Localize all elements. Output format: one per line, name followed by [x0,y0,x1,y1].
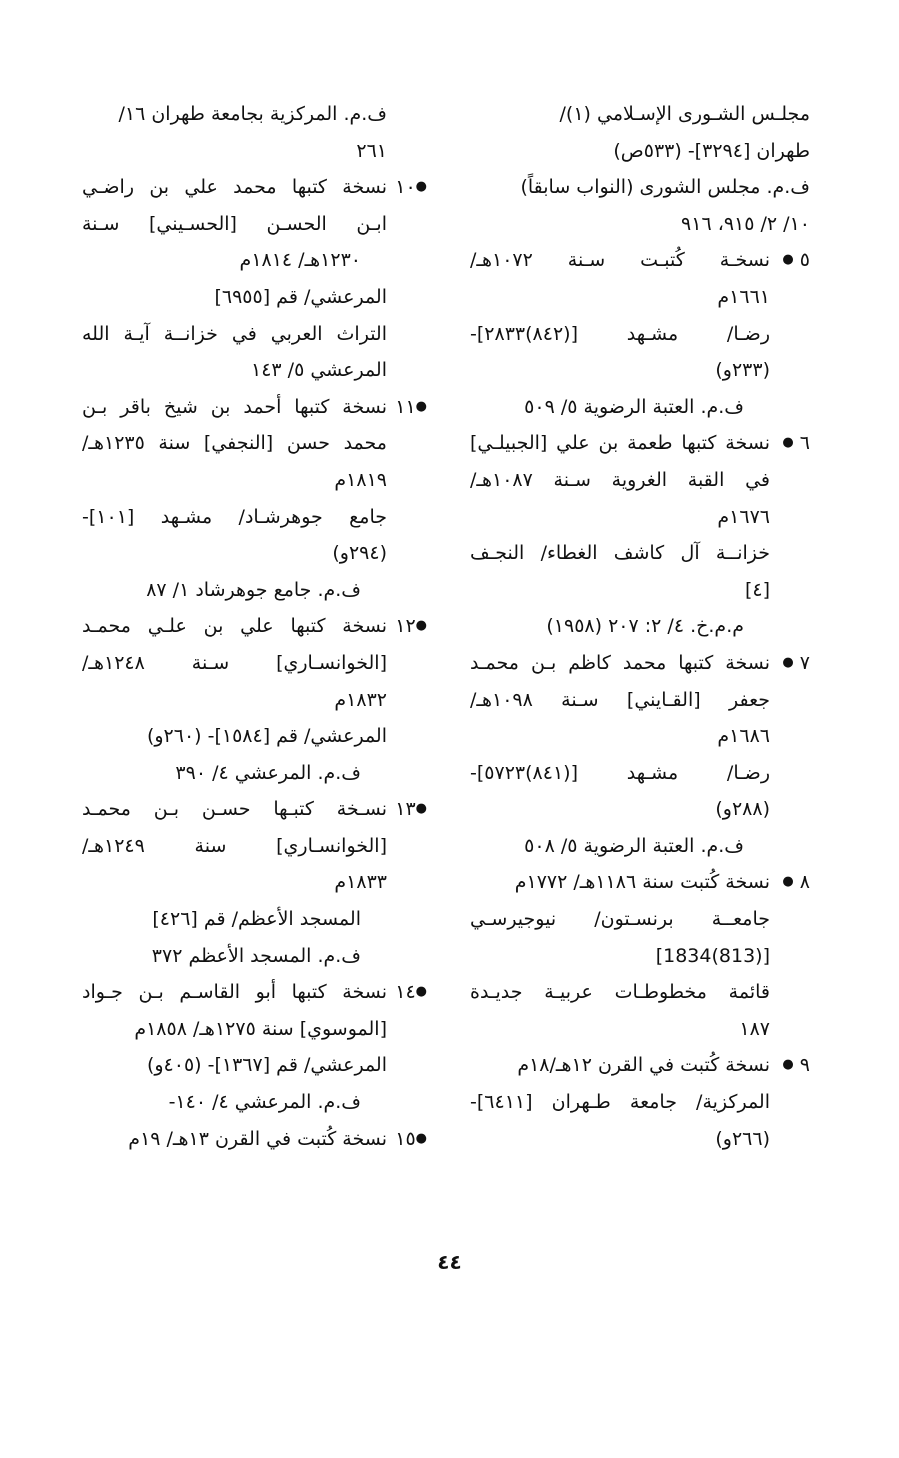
entry-reference: قائمة مخطوطـات عربيـة جديـدة [470,981,770,1004]
entry-line: ١٠/ ٢/ ٩١٥، ٩١٦ [681,212,810,235]
entry-location: المرعشي/ قم [١٥٨٤]- (٢٦٠و) [146,725,387,748]
entry-marker [770,242,810,279]
entry-location: [(813)1834] [655,944,770,967]
entry-marker [770,645,810,682]
entry-reference: ف.م. المرعشي ٤/ ٣٩٠ [175,761,361,784]
entry-line: مجلـس الشـورى الإسـلامي (١)/ [559,103,810,125]
entry-location: جامع جوهرشـاد/ مشـهد [١٠١]- [82,505,387,528]
entry-location: المسجد الأعظم/ قم [٤٢٦] [152,908,361,931]
continued-entry [470,96,810,242]
entry-line: جعفر [القـايني] سـنة ١٠٩٨هـ/ [470,688,770,711]
bullet-icon: ● [415,984,427,1000]
entry-line: ١٨٣٣م [334,871,387,894]
entry-line: نسخة كتبها علي بن علـي محمـد [82,615,387,638]
entry-line: نسـخة كتبـها حسـن بـن محمـد [82,798,387,821]
entry-line: نسخـة كُتبـت سـنة ١٠٧٢هـ/ [470,249,770,272]
entry-number: ٨ [799,871,810,894]
entry-line: [الخوانسـاري] سنة ١٢٤٩هـ/ [82,834,387,857]
entry-reference: ١٨٧ [739,1017,770,1040]
entry-line: نسخة كُتبت سنة ١١٨٦هـ/ ١٧٧٢م [514,871,770,894]
entry-number: ١٥ [395,1127,416,1150]
entry-reference: ف.م. جامع جوهرشاد ١/ ٨٧ [146,578,361,601]
entry-location: (٢٣٣و) [715,359,770,382]
entry-location: المرعشي/ قم [١٣٦٧]- (٤٠٥و) [146,1054,387,1077]
manuscript-entry [470,242,810,425]
entry-reference: ف.م. المسجد الأعظم ٣٧٢ [151,944,361,967]
entry-reference: ف.م. العتبة الرضوية ٥/ ٥٠٩ [524,395,744,418]
entry-location: رضـا/ مشـهد [(٨٤١)٥٧٢٣]- [470,761,770,784]
bullet-icon: ● [782,435,794,451]
page-number: ٤٤ [437,1250,462,1274]
entry-location: (٢٦٦و) [715,1127,770,1150]
bullet-icon: ● [415,801,427,817]
entry-location: رضـا/ مشـهد [(٨٤٢)٢٨٣٣]- [470,322,770,345]
entry-line: ف.م. المركزية بجامعة طهران ١٦/ [118,103,387,125]
bullet-icon: ● [782,655,794,671]
entry-location: خزانــة آل كاشف الغطاء/ النجـف [470,542,770,565]
entry-number: ١٠ [395,176,416,199]
bullet-icon: ● [415,1130,427,1146]
entry-number: ٩ [799,1054,810,1077]
entry-marker [770,864,810,901]
entry-reference: م.م.خ. ٤/ ٢: ٢٠٧ (١٩٥٨) [546,615,744,638]
manuscript-entry [82,389,427,609]
entry-line: ١٦٨٦م [717,725,770,748]
entry-marker [387,169,427,206]
entry-marker [387,974,427,1011]
entry-marker [770,1047,810,1084]
entry-marker [387,389,427,426]
entry-line: ابـن الحسـن [الحسـيني] سـنة [82,212,387,235]
entry-marker [387,608,427,645]
entry-number: ٦ [799,432,810,455]
entry-number: ١٣ [395,798,416,821]
entry-number: ٧ [799,651,810,674]
entry-marker [387,791,427,828]
entry-line: نسخة كتبها محمد كاظم بـن محمـد [470,651,770,674]
manuscript-entry [470,645,810,865]
entry-location: (٢٩٤و) [332,542,387,565]
entry-number: ١٢ [395,615,416,638]
entry-location: [٤] [744,578,770,601]
entry-reference: ف.م. العتبة الرضوية ٥/ ٥٠٨ [524,834,744,857]
entry-line: [الخوانسـاري] سـنة ١٢٤٨هـ/ [82,651,387,674]
entry-line: ف.م. مجلس الشورى (النواب سابقاً) [520,176,810,199]
entry-marker [387,1121,427,1158]
entry-line: نسخة كتبها محمد علي بن راضـي [82,176,387,199]
entry-line: نسخة كتبها طعمة بن علي [الجبيلـي] [470,432,770,455]
entry-line: ٢٦١ [356,139,387,162]
bullet-icon: ● [782,874,794,890]
manuscript-entry [82,608,427,791]
entry-line: في القبة الغروية سـنة ١٠٨٧هـ/ [470,468,770,491]
entry-line: نسخة كُتبت في القرن ١٣هـ/ ١٩م [128,1127,387,1150]
entry-line: ١٨٣٢م [334,688,387,711]
manuscript-entry [82,791,427,974]
bullet-icon: ● [782,1057,794,1073]
bullet-icon: ● [782,252,794,268]
entry-line: نسخة كتبها أبو القاسـم بـن جـواد [82,981,387,1004]
entry-line: ١٦٧٦م [717,505,770,528]
manuscript-entry [82,1121,427,1158]
entry-line: نسخة كتبها أحمد بن شيخ باقر بـن [82,395,387,418]
continued-entry [82,96,427,169]
entry-location: المركزية/ جامعة طـهران [٦٤١١]- [470,1091,770,1114]
entry-location: (٢٨٨و) [715,798,770,821]
entry-line: ١٨١٩م [334,468,387,491]
entry-reference: ف.م. المرعشي ٤/ ١٤٠- [168,1091,361,1114]
entry-location: المرعشي/ قم [٦٩٥٥] [214,285,387,308]
bullet-icon: ● [415,618,427,634]
entry-line: محمد حسن [النجفي] سنة ١٢٣٥هـ/ [82,432,387,455]
manuscript-entry [470,1047,810,1157]
left-column [82,96,427,1157]
entry-line: ١٢٣٠هـ/ ١٨١٤م [239,249,361,272]
manuscript-entry [82,169,427,389]
right-column [470,96,810,1157]
entry-location: جامعــة برنسـتون/ نيوجيرسـي [470,908,770,931]
entry-line: طهران [٣٢٩٤]- (٥٣٣ص) [613,139,810,162]
entry-reference: التراث العربي في خزانــة آيـة الله [82,322,387,345]
entry-line: [الموسوي] سنة ١٢٧٥هـ/ ١٨٥٨م [134,1017,387,1040]
entry-number: ١١ [395,395,416,418]
entry-reference: المرعشي ٥/ ١٤٣ [251,359,387,382]
bullet-icon: ● [415,179,427,195]
manuscript-entry [82,974,427,1120]
entry-line: نسخة كُتبت في القرن ١٢هـ/١٨م [517,1054,770,1077]
entry-marker [770,425,810,462]
manuscript-entry [470,864,810,1047]
entry-line: ١٦٦١م [717,285,770,308]
entry-number: ١٤ [395,981,416,1004]
manuscript-entry [470,425,810,645]
bullet-icon: ● [415,398,427,414]
entry-number: ٥ [799,249,810,272]
